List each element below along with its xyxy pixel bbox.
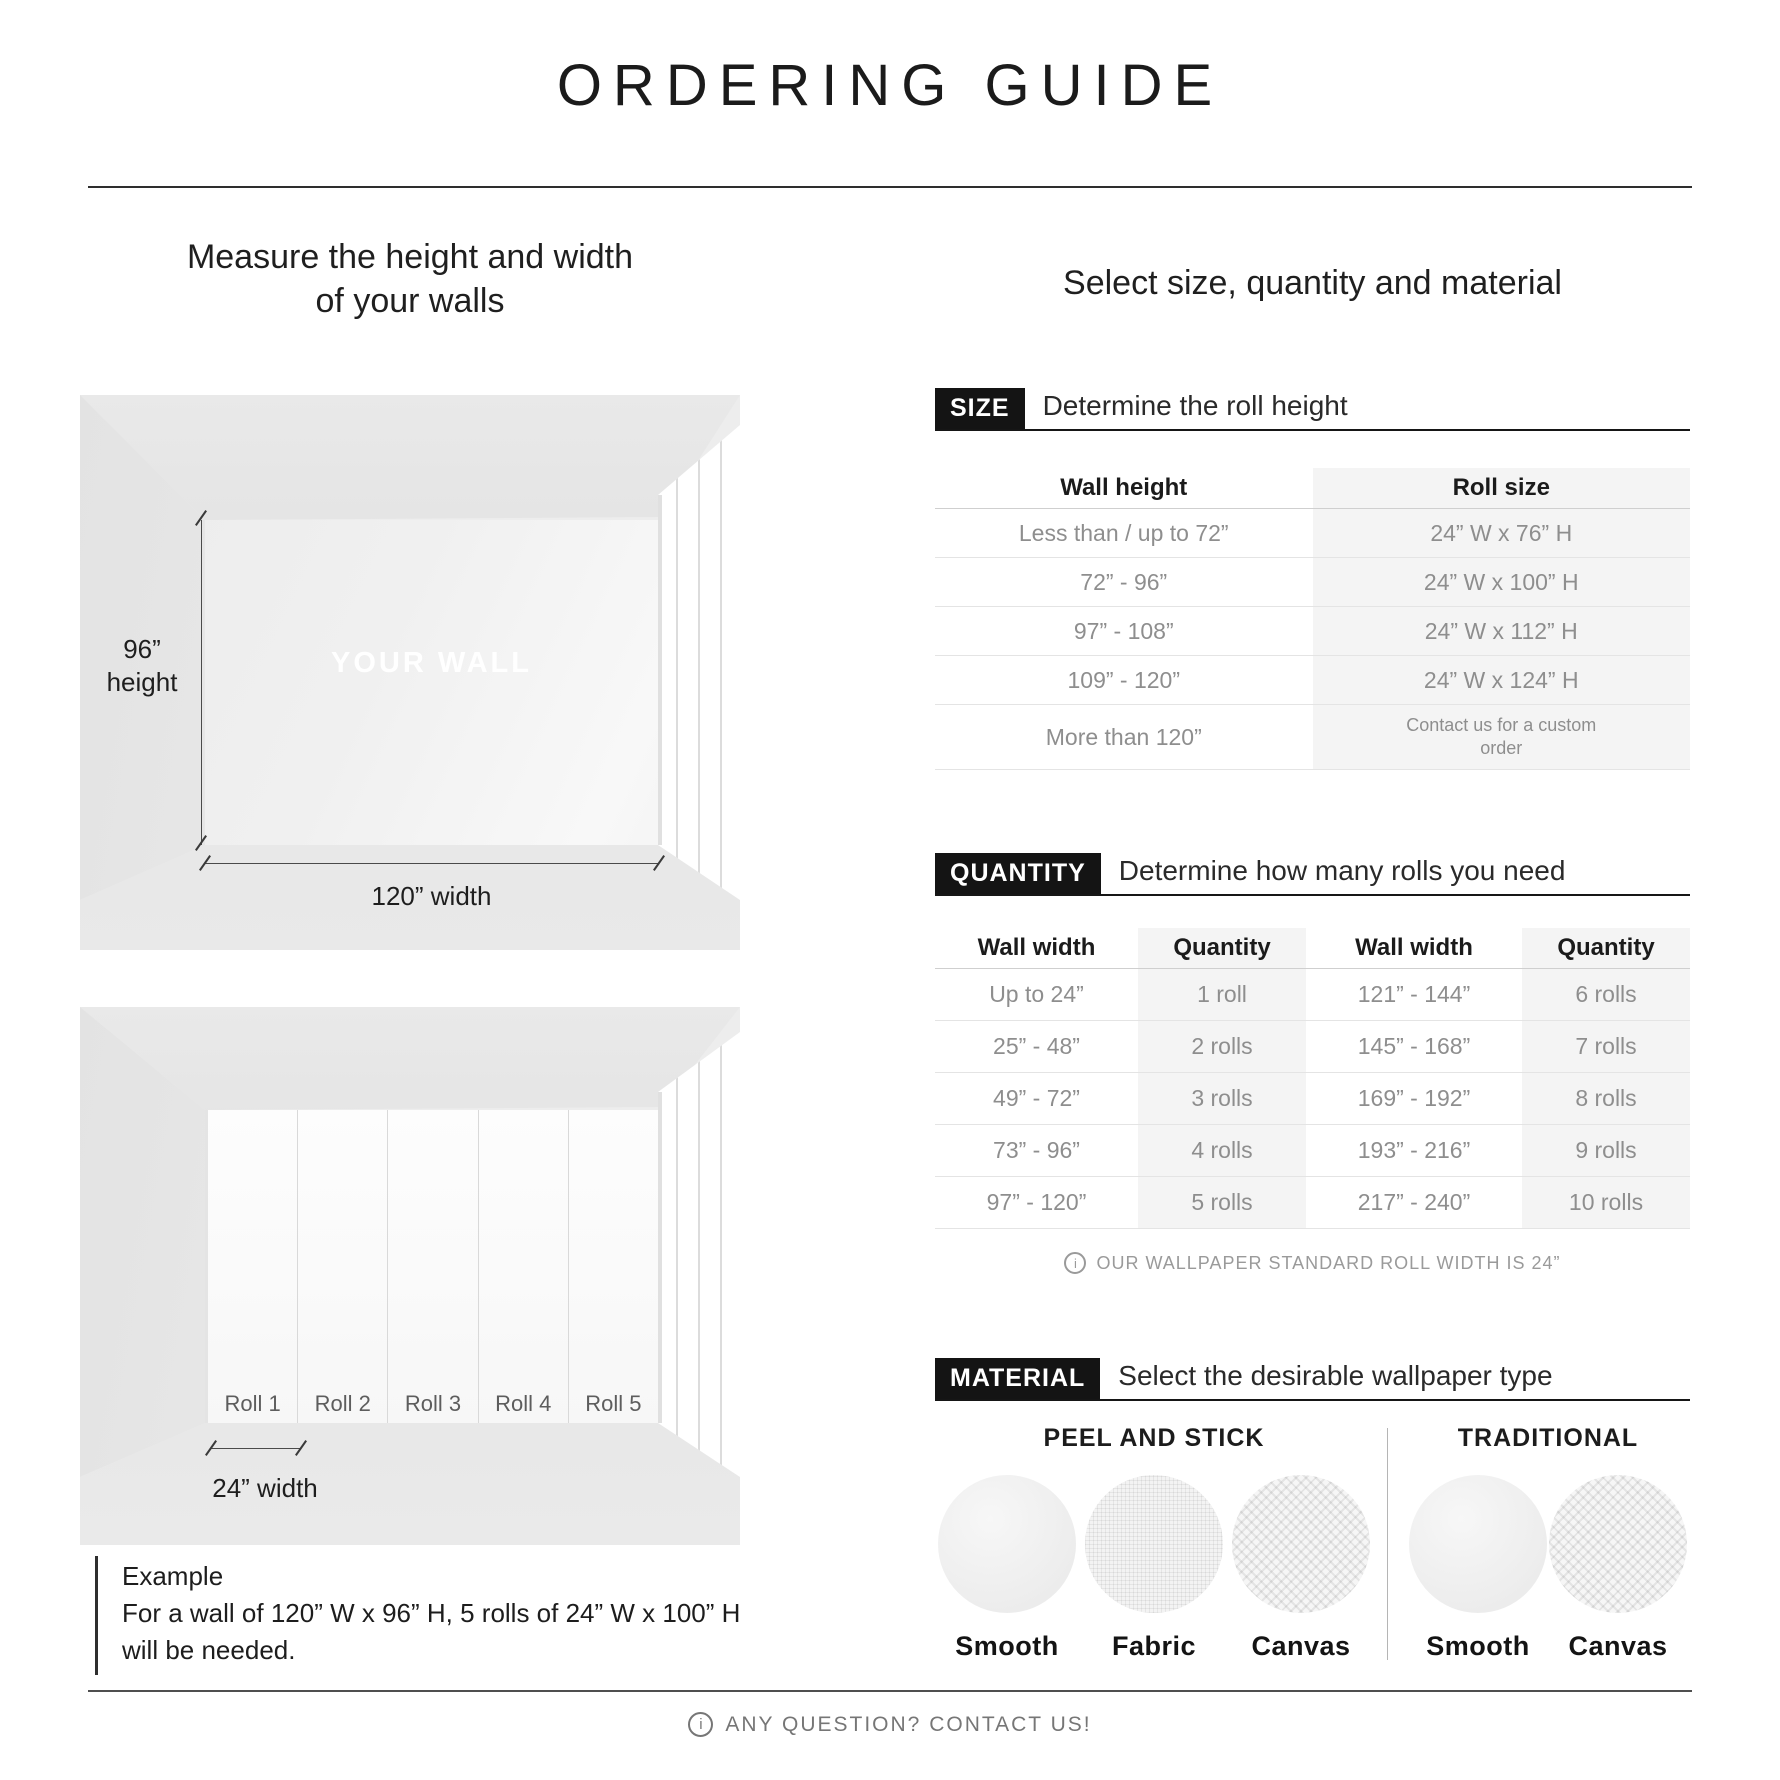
wallpaper-roll-panel bbox=[479, 1110, 569, 1423]
room-illustration-rolls bbox=[80, 1007, 740, 1545]
quantity-header-quantity: Quantity bbox=[1138, 928, 1306, 969]
select-heading: Select size, quantity and material bbox=[1063, 264, 1562, 302]
footer-contact-text: ANY QUESTION? CONTACT US! bbox=[725, 1712, 1092, 1736]
canvas-texture-icon bbox=[1232, 1475, 1370, 1613]
material-group-divider bbox=[1387, 1428, 1388, 1660]
material-swatch-label: Smooth bbox=[955, 1631, 1059, 1661]
quantity-wall-width-cell: 169” - 192” bbox=[1306, 1073, 1522, 1125]
quantity-rolls-cell: 10 rolls bbox=[1522, 1177, 1690, 1229]
wallpaper-roll-panel bbox=[388, 1110, 478, 1423]
height-dimension-line bbox=[201, 520, 202, 845]
example-title: Example bbox=[122, 1561, 224, 1591]
quantity-rolls-cell: 4 rolls bbox=[1138, 1125, 1306, 1177]
example-note bbox=[95, 1556, 740, 1675]
material-groups bbox=[935, 1424, 1690, 1662]
roll-width-note-text: OUR WALLPAPER STANDARD ROLL WIDTH IS 24” bbox=[1096, 1252, 1561, 1273]
material-swatch-label: Smooth bbox=[1426, 1631, 1530, 1661]
window-mullion bbox=[676, 430, 678, 895]
info-icon: i bbox=[1064, 1252, 1086, 1274]
window-mullion bbox=[676, 1037, 678, 1472]
footer-divider bbox=[88, 1690, 1692, 1692]
roll-label: Roll 3 bbox=[404, 1391, 462, 1416]
size-section-title: Determine the roll height bbox=[1042, 389, 1348, 421]
window-mullion bbox=[720, 430, 722, 895]
window-mullion bbox=[720, 1037, 722, 1472]
info-icon: i bbox=[688, 1712, 713, 1737]
example-line1: For a wall of 120” W x 96” H, 5 rolls of 24” W x 100” H bbox=[122, 1597, 741, 1628]
material-swatch-label: Canvas bbox=[1251, 1631, 1351, 1661]
smooth-texture-icon bbox=[1409, 1475, 1547, 1613]
quantity-section-header bbox=[935, 853, 1690, 896]
size-header-roll-size: Roll size bbox=[1313, 468, 1691, 509]
wallpaper-roll-panel bbox=[208, 1110, 298, 1423]
quantity-wall-width-cell: 25” - 48” bbox=[935, 1021, 1138, 1073]
roll-width-dimension-line bbox=[210, 1448, 300, 1449]
your-wall-label: YOUR WALL bbox=[331, 647, 532, 679]
size-tag: SIZE bbox=[935, 388, 1025, 429]
quantity-section-title: Determine how many rolls you need bbox=[1118, 854, 1566, 886]
material-swatch-label: Fabric bbox=[1111, 1631, 1197, 1661]
quantity-wall-width-cell: 193” - 216” bbox=[1306, 1125, 1522, 1177]
quantity-table bbox=[935, 928, 1690, 1229]
canvas-texture-icon bbox=[1549, 1475, 1687, 1613]
room-illustration-measure bbox=[80, 395, 740, 950]
measure-heading-line2: of your walls bbox=[315, 281, 505, 320]
size-roll-size-cell bbox=[1313, 705, 1691, 770]
material-swatch bbox=[1084, 1475, 1224, 1662]
size-header-wall-height: Wall height bbox=[935, 468, 1313, 509]
measure-heading bbox=[80, 236, 740, 323]
top-divider bbox=[88, 186, 1692, 188]
quantity-wall-width-cell: 49” - 72” bbox=[935, 1073, 1138, 1125]
size-wall-height-cell: More than 120” bbox=[935, 705, 1313, 770]
fabric-texture-icon bbox=[1085, 1475, 1223, 1613]
quantity-wall-width-cell: 217” - 240” bbox=[1306, 1177, 1522, 1229]
window-frame bbox=[658, 495, 662, 845]
wallpaper-roll-panel bbox=[569, 1110, 658, 1423]
wall-height-label bbox=[86, 633, 198, 698]
wallpaper-roll-panel bbox=[298, 1110, 388, 1423]
quantity-tag: QUANTITY bbox=[935, 853, 1101, 894]
width-dimension-line bbox=[205, 863, 658, 864]
quantity-wall-width-cell: 73” - 96” bbox=[935, 1125, 1138, 1177]
roll-label: Roll 5 bbox=[585, 1391, 642, 1416]
material-section-title: Select the desirable wallpaper type bbox=[1118, 1359, 1553, 1391]
quantity-header-quantity: Quantity bbox=[1522, 928, 1690, 969]
quantity-rolls-cell: 1 roll bbox=[1138, 969, 1306, 1021]
material-swatch-row bbox=[1406, 1475, 1690, 1662]
material-swatch bbox=[1408, 1475, 1548, 1662]
size-table bbox=[935, 468, 1690, 770]
material-swatch bbox=[1548, 1475, 1688, 1662]
smooth-texture-icon bbox=[938, 1475, 1076, 1613]
roll-label: Roll 1 bbox=[224, 1391, 281, 1416]
quantity-rolls-cell: 2 rolls bbox=[1138, 1021, 1306, 1073]
size-section-header bbox=[935, 388, 1690, 431]
size-wall-height-cell: 97” - 108” bbox=[935, 607, 1313, 656]
wallpaper-roll-panels bbox=[208, 1110, 658, 1423]
quantity-wall-width-cell: 121” - 144” bbox=[1306, 969, 1522, 1021]
footer-contact-note bbox=[0, 1712, 1780, 1737]
roll-width-note bbox=[935, 1252, 1690, 1274]
roll-width-label: 24” width bbox=[212, 1473, 318, 1503]
custom-order-text: Contact us for a custom order bbox=[1406, 714, 1597, 758]
quantity-wall-width-cell: 97” - 120” bbox=[935, 1177, 1138, 1229]
window-frame bbox=[658, 1092, 662, 1423]
material-swatch bbox=[1231, 1475, 1371, 1662]
quantity-header-wall-width: Wall width bbox=[1306, 928, 1522, 969]
wall-height-word: height bbox=[106, 666, 178, 697]
material-swatch bbox=[937, 1475, 1077, 1662]
size-roll-size-cell: 24” W x 124” H bbox=[1313, 656, 1691, 705]
page-title: ORDERING GUIDE bbox=[556, 53, 1224, 118]
roll-label: Roll 2 bbox=[314, 1391, 371, 1416]
quantity-rolls-cell: 6 rolls bbox=[1522, 969, 1690, 1021]
wall-height-value: 96” bbox=[123, 634, 161, 664]
material-group bbox=[935, 1424, 1373, 1662]
measure-heading-line1: Measure the height and width bbox=[186, 238, 634, 276]
size-roll-size-cell: 24” W x 100” H bbox=[1313, 558, 1691, 607]
quantity-rolls-cell: 3 rolls bbox=[1138, 1073, 1306, 1125]
quantity-wall-width-cell: 145” - 168” bbox=[1306, 1021, 1522, 1073]
quantity-rolls-cell: 8 rolls bbox=[1522, 1073, 1690, 1125]
example-line2: will be needed. bbox=[122, 1634, 296, 1665]
size-wall-height-cell: 72” - 96” bbox=[935, 558, 1313, 607]
wall-width-label: 120” width bbox=[371, 881, 492, 911]
roll-label: Roll 4 bbox=[495, 1391, 552, 1416]
quantity-rolls-cell: 7 rolls bbox=[1522, 1021, 1690, 1073]
size-roll-size-cell: 24” W x 76” H bbox=[1313, 509, 1691, 558]
quantity-rolls-cell: 5 rolls bbox=[1138, 1177, 1306, 1229]
window-mullion bbox=[698, 1037, 700, 1472]
size-wall-height-cell: Less than / up to 72” bbox=[935, 509, 1313, 558]
window-mullion bbox=[698, 430, 700, 895]
material-group bbox=[1406, 1424, 1690, 1662]
size-wall-height-cell: 109” - 120” bbox=[935, 656, 1313, 705]
material-swatch-label: Canvas bbox=[1568, 1631, 1668, 1661]
quantity-header-wall-width: Wall width bbox=[935, 928, 1138, 969]
material-tag: MATERIAL bbox=[935, 1358, 1100, 1399]
material-section-header bbox=[935, 1358, 1690, 1401]
material-group-title: PEEL AND STICK bbox=[1043, 1424, 1265, 1452]
quantity-rolls-cell: 9 rolls bbox=[1522, 1125, 1690, 1177]
material-group-title: TRADITIONAL bbox=[1457, 1424, 1639, 1452]
size-roll-size-cell: 24” W x 112” H bbox=[1313, 607, 1691, 656]
quantity-wall-width-cell: Up to 24” bbox=[935, 969, 1138, 1021]
material-swatch-row bbox=[935, 1475, 1373, 1662]
